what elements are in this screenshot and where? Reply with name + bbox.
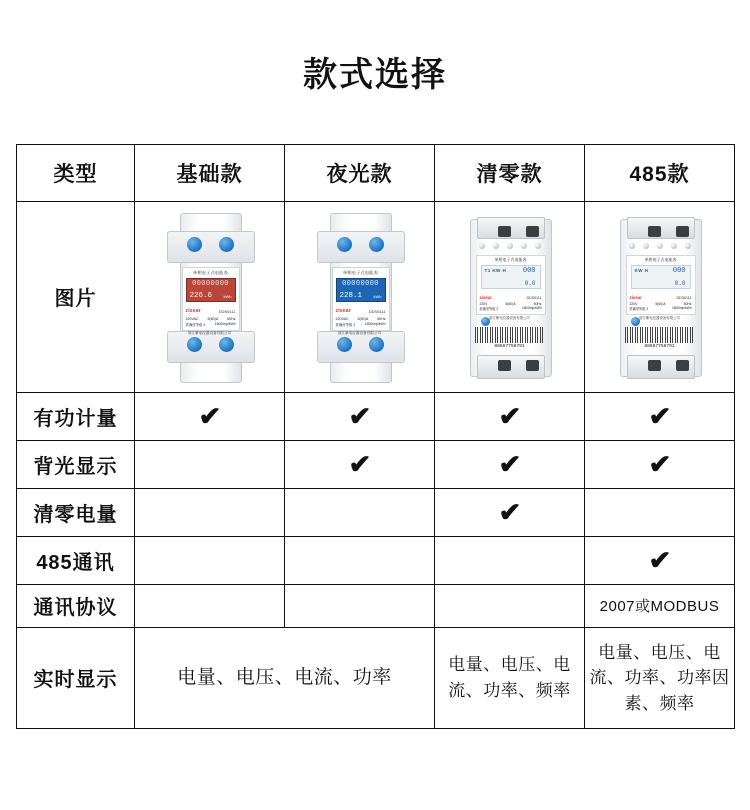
spec-impulse: 1600imp/kWh <box>672 306 692 311</box>
meter-faceplate <box>332 267 390 331</box>
lcd-digits: 00000000 <box>192 279 229 288</box>
column-header-485: 485款 <box>585 144 735 201</box>
screw-icon <box>369 237 384 252</box>
meter-model: DDS6111 <box>676 295 692 300</box>
column-header-type: 类型 <box>17 144 135 201</box>
row-label-protocol: 通讯协议 <box>17 584 135 627</box>
barcode-icon <box>475 327 545 343</box>
screw-icon <box>369 337 384 352</box>
meter-485-illustration <box>617 213 703 381</box>
spec-current: 5(60)A <box>357 316 369 321</box>
screw-icon <box>507 243 513 249</box>
screw-icon <box>337 337 352 352</box>
lcd-value-secondary: 0.0 <box>524 279 536 287</box>
terminal-hole <box>498 226 511 237</box>
table-row-active-metering <box>17 392 735 440</box>
lcd-value: 228.1 <box>339 291 363 300</box>
terminal-hole <box>648 226 661 237</box>
screw-row <box>479 243 541 249</box>
meter-spec-line2 <box>630 306 692 311</box>
table-row-image <box>17 201 735 392</box>
spec-accuracy: 准确度等级 2 <box>629 307 649 312</box>
meter-brand: zisear <box>335 307 351 314</box>
cell-reset-energy-glow <box>285 488 435 536</box>
row-label-reset-energy: 清零电量 <box>17 488 135 536</box>
cell-rs485-reset <box>435 536 585 584</box>
row-label-backlight: 背光显示 <box>17 440 135 488</box>
meter-manufacturer: 浙江紫电仪器设备有限公司 <box>489 315 530 320</box>
terminal-hole <box>526 360 539 371</box>
lcd-value-secondary: 0.0 <box>674 279 686 287</box>
cell-rs485-485 <box>585 536 735 584</box>
cell-protocol-485: 2007或MODBUS <box>585 584 735 627</box>
meter-manufacturer: 浙江紫电仪器设备有限公司 <box>337 330 382 335</box>
cell-backlight-glow <box>285 440 435 488</box>
meter-lcd <box>631 265 691 289</box>
check-icon: ✔ <box>498 400 521 431</box>
spec-accuracy: 准确度等级 2 <box>335 322 356 327</box>
spec-voltage: 220VAC <box>185 316 199 321</box>
spec-voltage: 220VAC <box>335 316 349 321</box>
meter-top-wing <box>167 231 255 263</box>
cell-rs485-glow <box>285 536 435 584</box>
cell-protocol-reset <box>435 584 585 627</box>
lcd-unit: kWh <box>223 293 232 299</box>
lcd-label: T1 KW H <box>484 267 507 273</box>
cell-backlight-basic <box>135 440 285 488</box>
check-icon: ✔ <box>498 448 521 479</box>
screw-icon <box>629 243 635 249</box>
check-icon: ✔ <box>498 496 521 527</box>
screw-icon <box>337 237 352 252</box>
column-header-reset: 清零款 <box>435 144 585 201</box>
meter-model: DDS6111 <box>526 295 542 300</box>
spec-impulse: 1600imp/kWh <box>364 321 386 326</box>
spec-voltage: 220V <box>629 301 638 306</box>
cell-reset-energy-basic <box>135 488 285 536</box>
check-icon: ✔ <box>648 400 671 431</box>
cell-active-metering-reset <box>435 392 585 440</box>
terminal-hole <box>648 360 661 371</box>
cell-active-metering-glow <box>285 392 435 440</box>
spec-impulse: 1600imp/kWh <box>214 321 236 326</box>
cell-rs485-basic <box>135 536 285 584</box>
screw-icon <box>643 243 649 249</box>
lcd-value: 000 <box>672 266 686 275</box>
meter-spec-line <box>336 317 386 321</box>
meter-model: DDS6111 <box>368 308 386 314</box>
barcode-number: 88667756791 <box>644 343 675 349</box>
meter-faceplate <box>626 255 696 315</box>
spec-impulse: 1600imp/kWh <box>522 306 542 311</box>
meter-brand: zisear <box>479 294 492 300</box>
meter-spec-line2 <box>186 322 236 327</box>
screw-icon <box>187 237 202 252</box>
screw-icon <box>219 237 234 252</box>
screw-icon <box>657 243 663 249</box>
spec-frequency: 50Hz <box>227 316 236 321</box>
check-icon: ✔ <box>648 544 671 575</box>
reset-button-icon <box>631 317 640 326</box>
lcd-digits: 00000000 <box>342 279 379 288</box>
table-body <box>17 201 735 728</box>
meter-image-485 <box>585 201 735 392</box>
terminal-block-top <box>477 217 545 239</box>
page-title: 款式选择 <box>303 56 447 94</box>
table-row-reset-energy <box>17 488 735 536</box>
spec-frequency: 50Hz <box>533 301 542 306</box>
lcd-value: 000 <box>522 266 536 275</box>
meter-face-title: 单相电子式电能表 <box>192 269 229 275</box>
spec-frequency: 50Hz <box>377 316 386 321</box>
screw-icon <box>479 243 485 249</box>
lcd-unit: kWh <box>373 293 382 299</box>
meter-brand: zisear <box>629 294 642 300</box>
cell-protocol-basic <box>135 584 285 627</box>
terminal-hole <box>526 226 539 237</box>
meter-image-reset <box>435 201 585 392</box>
meter-reset-illustration <box>467 213 553 381</box>
terminal-block-bottom <box>627 355 695 379</box>
meter-face-title: 单相电子式电能表 <box>342 269 379 275</box>
row-label-realtime-display: 实时显示 <box>17 627 135 728</box>
meter-lcd <box>336 278 386 302</box>
barcode-number: 88667756791 <box>494 343 525 349</box>
table-header <box>17 144 735 201</box>
meter-manufacturer: 浙江紫电仪器设备有限公司 <box>639 315 680 320</box>
check-icon: ✔ <box>348 448 371 479</box>
meter-faceplate <box>182 267 240 331</box>
meter-brand: zisear <box>185 307 201 314</box>
terminal-block-bottom <box>477 355 545 379</box>
meter-lcd <box>481 265 541 289</box>
table-row-realtime-display <box>17 627 735 728</box>
meter-face-title: 单相电子式电能表 <box>494 257 527 263</box>
meter-model: DDS6111 <box>218 308 236 314</box>
cell-backlight-485 <box>585 440 735 488</box>
screw-icon <box>219 337 234 352</box>
spec-current: 5(60)A <box>655 301 666 306</box>
terminal-block-top <box>627 217 695 239</box>
screw-icon <box>671 243 677 249</box>
cell-realtime-basic-glow: 电量、电压、电流、功率 <box>135 627 435 728</box>
column-header-basic: 基础款 <box>135 144 285 201</box>
meter-top-wing <box>317 231 405 263</box>
table-row-protocol <box>17 584 735 627</box>
cell-reset-energy-reset <box>435 488 585 536</box>
row-label-image: 图片 <box>17 201 135 392</box>
cell-active-metering-basic <box>135 392 285 440</box>
screw-icon <box>187 337 202 352</box>
spec-voltage: 220V <box>479 301 488 306</box>
terminal-hole <box>676 226 689 237</box>
cell-realtime-485: 电量、电压、电流、功率、功率因素、频率 <box>585 627 735 728</box>
spec-frequency: 50Hz <box>683 301 692 306</box>
meter-spec-line2 <box>480 306 542 311</box>
row-label-active-metering: 有功计量 <box>17 392 135 440</box>
meter-basic-illustration <box>167 213 253 381</box>
spec-table <box>16 144 735 729</box>
cell-protocol-glow <box>285 584 435 627</box>
spec-table-wrapper <box>16 144 734 729</box>
spec-accuracy: 准确度等级 2 <box>185 322 206 327</box>
cell-backlight-reset <box>435 440 585 488</box>
lcd-label: KW H <box>634 267 649 273</box>
meter-image-basic <box>135 201 285 392</box>
terminal-hole <box>498 360 511 371</box>
spec-current: 5(60)A <box>207 316 219 321</box>
table-row-rs485 <box>17 536 735 584</box>
reset-button-icon <box>481 317 490 326</box>
cell-active-metering-485 <box>585 392 735 440</box>
meter-face-title: 单相电子式电能表 <box>644 257 677 263</box>
spec-current: 5(60)A <box>505 301 516 306</box>
barcode-icon <box>625 327 695 343</box>
meter-spec-line <box>186 317 236 321</box>
meter-manufacturer: 浙江紫电仪器设备有限公司 <box>187 330 232 335</box>
spec-accuracy: 准确度等级 2 <box>479 307 499 312</box>
meter-spec-line <box>630 302 692 306</box>
screw-icon <box>521 243 527 249</box>
cell-reset-energy-485 <box>585 488 735 536</box>
meter-spec-line <box>480 302 542 306</box>
header-row <box>17 144 735 201</box>
lcd-value: 226.6 <box>189 291 213 300</box>
row-label-rs485: 485通讯 <box>17 536 135 584</box>
column-header-glow: 夜光款 <box>285 144 435 201</box>
meter-spec-line2 <box>336 322 386 327</box>
screw-icon <box>685 243 691 249</box>
meter-faceplate <box>476 255 546 315</box>
cell-realtime-reset: 电量、电压、电流、功率、频率 <box>435 627 585 728</box>
screw-icon <box>535 243 541 249</box>
check-icon: ✔ <box>648 448 671 479</box>
meter-image-glow <box>285 201 435 392</box>
meter-lcd <box>186 278 236 302</box>
meter-glow-illustration <box>317 213 403 381</box>
check-icon: ✔ <box>198 400 221 431</box>
screw-icon <box>493 243 499 249</box>
table-row-backlight <box>17 440 735 488</box>
check-icon: ✔ <box>348 400 371 431</box>
terminal-hole <box>676 360 689 371</box>
screw-row <box>629 243 691 249</box>
